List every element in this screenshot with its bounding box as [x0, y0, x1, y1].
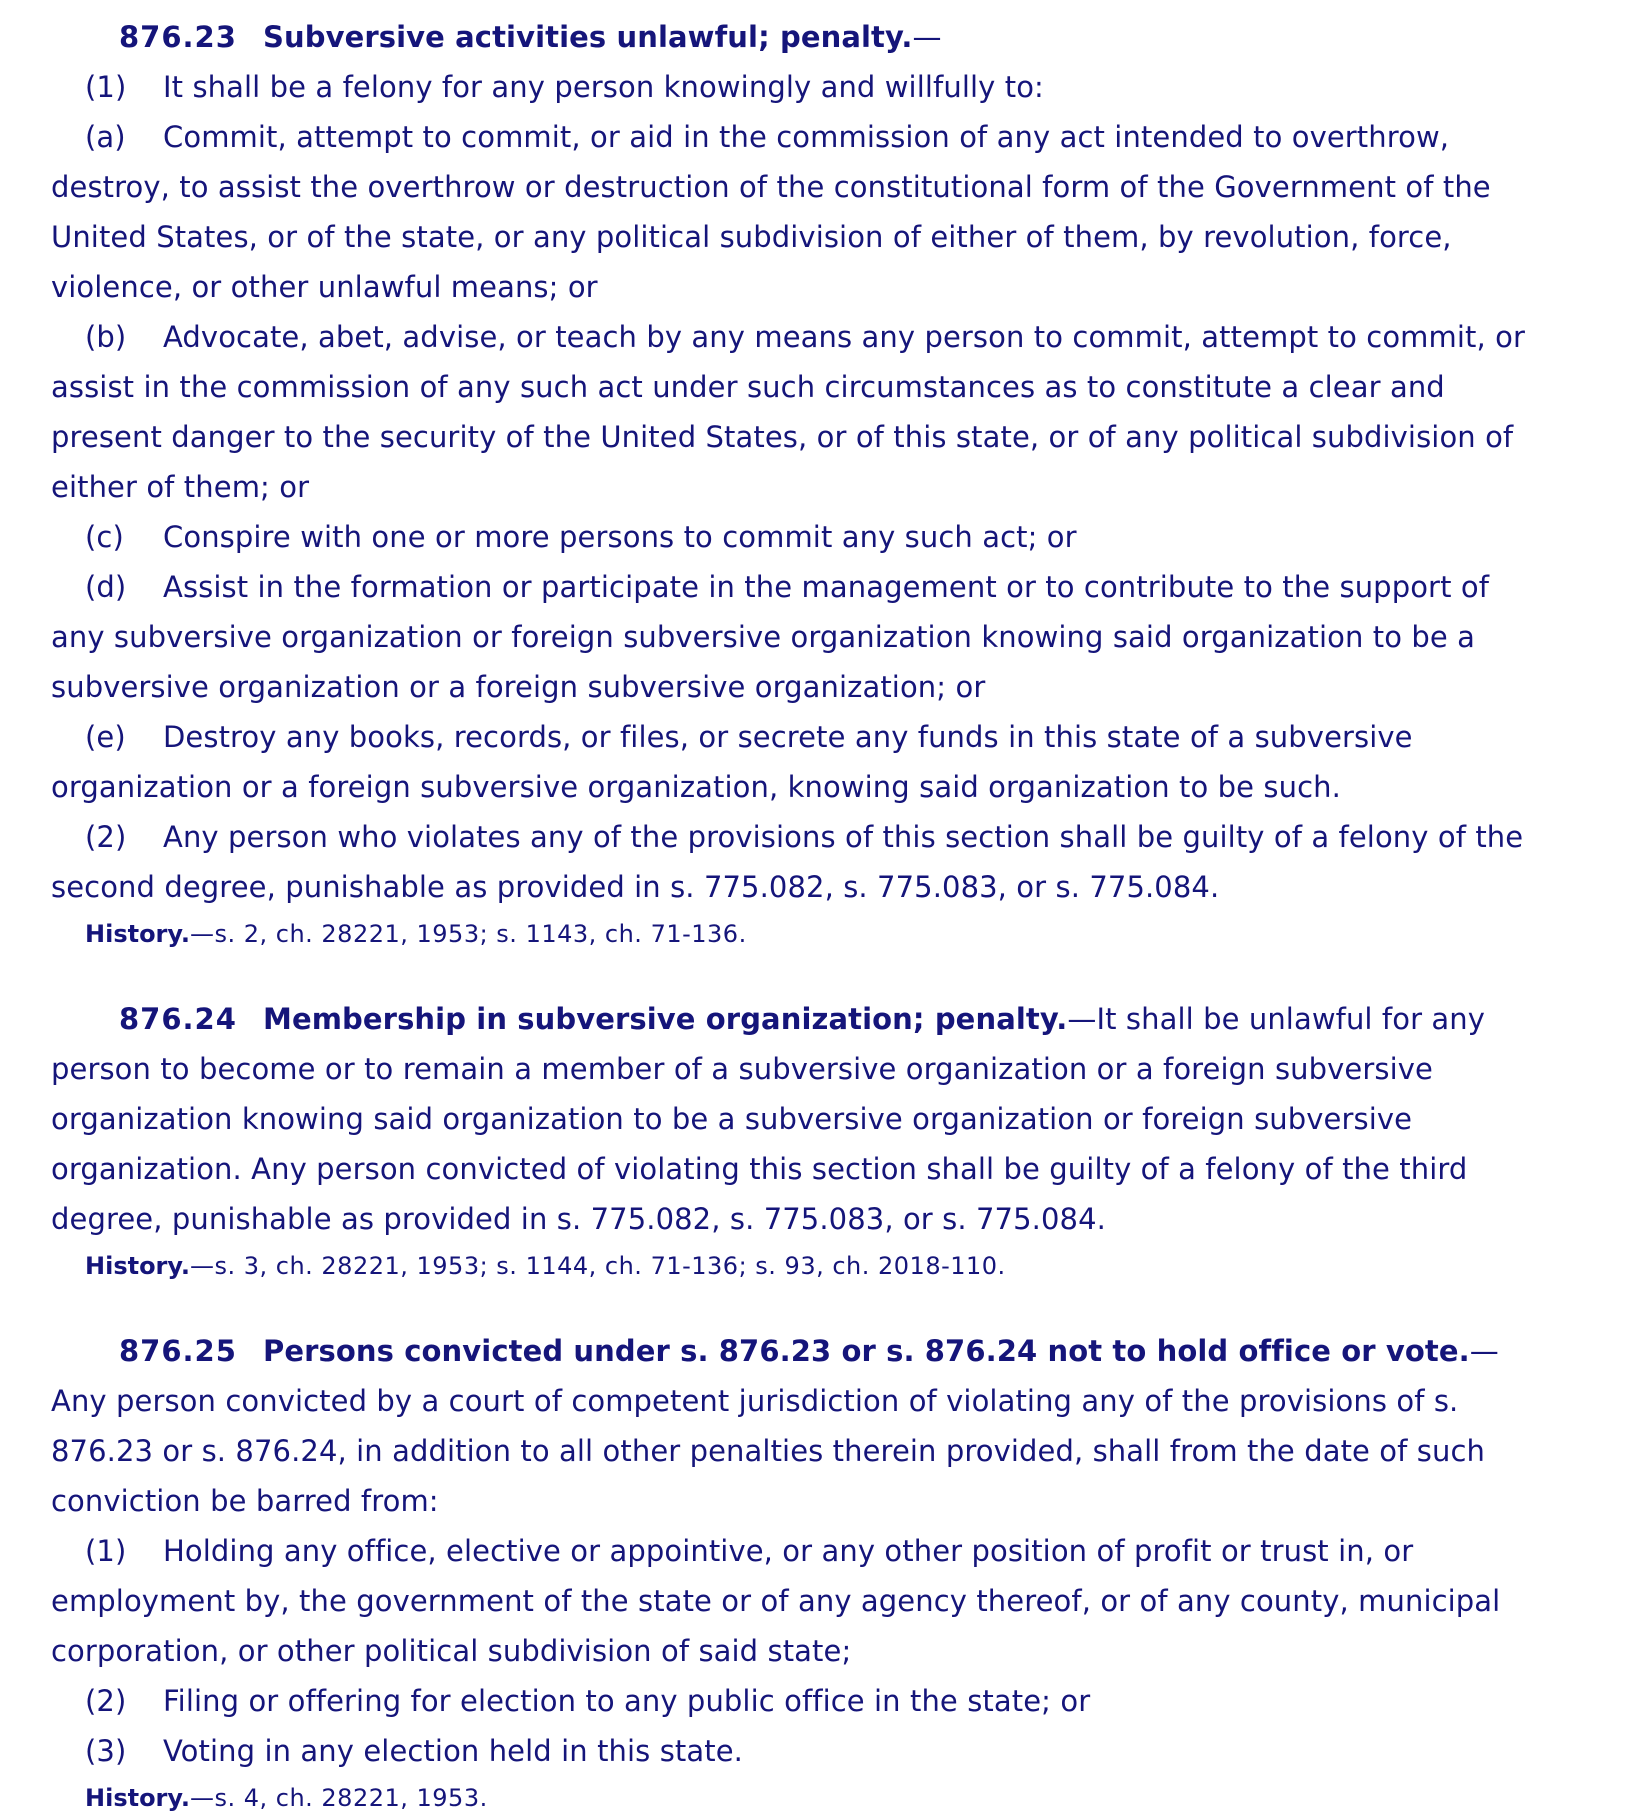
subsection-paragraph — [51, 512, 1551, 562]
history-label: History. — [85, 920, 190, 948]
paragraph-label: (1) — [85, 1534, 127, 1568]
section-heading — [51, 994, 1551, 1244]
history-text: —s. 4, ch. 28221, 1953. — [189, 1784, 488, 1812]
history-label: History. — [85, 1252, 190, 1280]
section-lead-text: It shall be unlawful for any person to become or to remain a member of a subversive organization or a foreign subversive organization knowing said organization to be a subversive organization or foreign subversive organization. Any person convicted of violating this section shall be guilty of a felony of the third degree, punishable as provided in s. 775.082, s. 775.083, or s. 775.084. — [51, 1002, 1486, 1236]
section-lead-text: Any person convicted by a court of competent jurisdiction of violating any of the provisions of s. 876.23 or s. 876.24, in addition to all other penalties therein provided, shall from the date of such conviction be barred from: — [51, 1384, 1485, 1518]
paragraph-label: (c) — [85, 520, 124, 554]
section-catchline: Membership in subversive organization; penalty. — [263, 1002, 1068, 1036]
paragraph-label: (e) — [85, 720, 126, 754]
section-876-24 — [51, 994, 1551, 1288]
statute-page — [51, 12, 1551, 1820]
paragraph-text: Holding any office, elective or appointive, or any other position of profit or trust in, or employment by, the government of the state or of any agency thereof, or of any county, municipal corporation, or other political subdivision of said state; — [51, 1534, 1501, 1668]
catchline-dash: — — [1469, 1334, 1499, 1368]
paragraph-text: Commit, attempt to commit, or aid in the commission of any act intended to overthrow, destroy, to assist the overthrow or destruction of the constitutional form of the Government of the United States, or of the state, or any political subdivision of either of them, by revolution, force, violence, or other unlawful means; or — [51, 120, 1491, 304]
paragraph-text: Voting in any election held in this state. — [163, 1734, 743, 1768]
paragraph-label: (d) — [85, 570, 127, 604]
paragraph-text: Advocate, abet, advise, or teach by any means any person to commit, attempt to commit, or assist in the commission of any such act under such circumstances as to constitute a clear and present danger to the security of the United States, or of this state, or of any political subdivision of either of them; or — [51, 320, 1526, 504]
section-number: 876.23 — [119, 20, 237, 54]
subsection-paragraph — [51, 312, 1551, 512]
section-heading — [51, 1326, 1551, 1526]
history-note — [51, 912, 1551, 956]
paragraph-label: (1) — [85, 70, 127, 104]
catchline-dash: — — [1067, 1002, 1097, 1036]
section-number: 876.25 — [119, 1334, 237, 1368]
history-text: —s. 3, ch. 28221, 1953; s. 1144, ch. 71-136; s. 93, ch. 2018-110. — [189, 1252, 1006, 1280]
paragraph-label: (2) — [85, 1684, 127, 1718]
paragraph-label: (3) — [85, 1734, 127, 1768]
paragraph-text: It shall be a felony for any person knowingly and willfully to: — [163, 70, 1044, 104]
history-text: —s. 2, ch. 28221, 1953; s. 1143, ch. 71-136. — [189, 920, 747, 948]
subsection-paragraph — [51, 112, 1551, 312]
paragraph-label: (2) — [85, 820, 127, 854]
subsection-paragraph — [51, 62, 1551, 112]
paragraph-text: Filing or offering for election to any public office in the state; or — [163, 1684, 1091, 1718]
catchline-dash: — — [912, 20, 942, 54]
paragraph-text: Assist in the formation or participate in the management or to contribute to the support of any subversive organization or foreign subversive organization knowing said organization to be a subversive organization or a foreign subversive organization; or — [51, 570, 1490, 704]
section-876-23 — [51, 12, 1551, 956]
subsection-paragraph — [51, 712, 1551, 812]
history-label: History. — [85, 1784, 190, 1812]
subsection-paragraph — [51, 1526, 1551, 1676]
paragraph-label: (b) — [85, 320, 127, 354]
history-note — [51, 1244, 1551, 1288]
paragraph-label: (a) — [85, 120, 126, 154]
subsection-paragraph — [51, 812, 1551, 912]
section-number: 876.24 — [119, 1002, 237, 1036]
subsection-paragraph — [51, 562, 1551, 712]
paragraph-text: Any person who violates any of the provisions of this section shall be guilty of a felony of the second degree, punishable as provided in s. 775.082, s. 775.083, or s. 775.084. — [51, 820, 1524, 904]
section-876-25 — [51, 1326, 1551, 1820]
subsection-paragraph — [51, 1676, 1551, 1726]
paragraph-text: Destroy any books, records, or files, or secrete any funds in this state of a subversive organization or a foreign subversive organization, knowing said organization to be such. — [51, 720, 1413, 804]
section-catchline: Persons convicted under s. 876.23 or s. 876.24 not to hold office or vote. — [263, 1334, 1470, 1368]
history-note — [51, 1776, 1551, 1820]
subsection-paragraph — [51, 1726, 1551, 1776]
section-catchline: Subversive activities unlawful; penalty. — [263, 20, 913, 54]
section-heading — [51, 12, 1551, 62]
paragraph-text: Conspire with one or more persons to commit any such act; or — [163, 520, 1077, 554]
